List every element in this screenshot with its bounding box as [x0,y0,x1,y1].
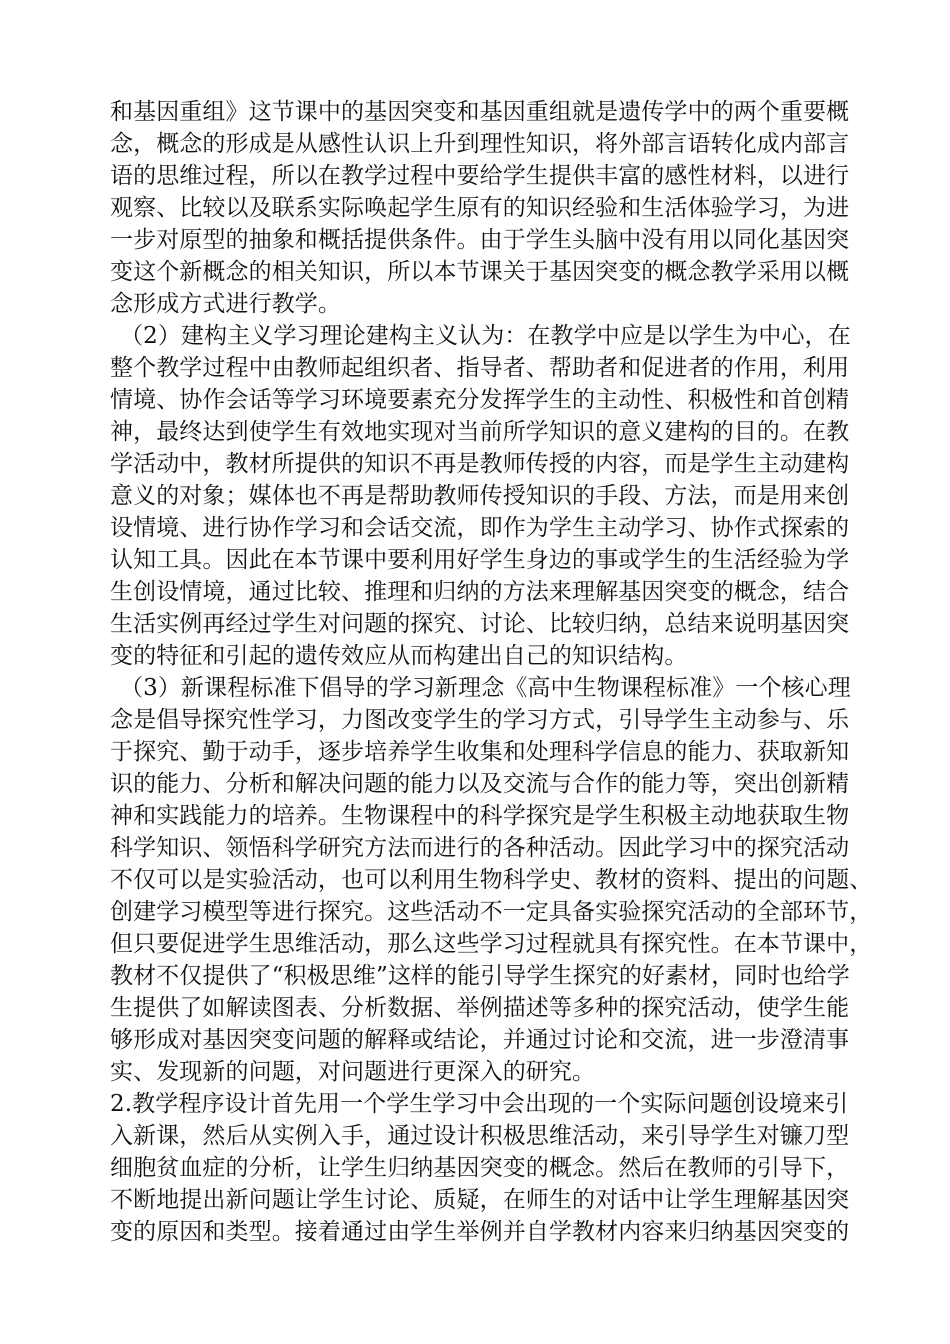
text-line: 教材不仅提供了“积极思维”这样的能引导学生探究的好素材，同时也给学 [110,963,850,989]
text-line: 入新课，然后从实例入手，通过设计积极思维活动，来引导学生对镰刀型 [110,1123,850,1149]
text-line: 念，概念的形成是从感性认识上升到理性知识，将外部言语转化成内部言 [110,131,850,157]
text-line: 变的特征和引起的遗传效应从而构建出自己的知识结构。 [110,643,688,669]
paragraph-heading-line: （2）建构主义学习理论建构主义认为：在教学中应是以学生为中心，在 [120,323,851,349]
text-line: 生创设情境，通过比较、推理和归纳的方法来理解基因突变的概念，结合 [110,579,850,605]
text-line: 设情境、进行协作学习和会话交流，即作为学生主动学习、协作式探索的 [110,515,850,541]
text-line: 识的能力、分析和解决问题的能力以及交流与合作的能力等，突出创新精 [110,771,850,797]
text-line: 神和实践能力的培养。生物课程中的科学探究是学生积极主动地获取生物 [110,803,850,829]
text-line: 语的思维过程，所以在教学过程中要给学生提供丰富的感性材料，以进行 [110,163,850,189]
text-line: 创建学习模型等进行探究。这些活动不一定具备实验探究活动的全部环节， [110,899,873,925]
text-line: 意义的对象；媒体也不再是帮助教师传授知识的手段、方法，而是用来创 [110,483,850,509]
text-line: 不断地提出新问题让学生讨论、质疑，在师生的对话中让学生理解基因突 [110,1187,850,1213]
text-line: 认知工具。因此在本节课中要利用好学生身边的事或学生的生活经验为学 [110,547,850,573]
text-line: 情境、协作会话等学习环境要素充分发挥学生的主动性、积极性和首创精 [110,387,850,413]
text-line: 和基因重组》这节课中的基因突变和基因重组就是遗传学中的两个重要概 [110,99,850,125]
text-line: 神，最终达到使学生有效地实现对当前所学知识的意义建构的目的。在教 [110,419,850,445]
paragraph-heading-line: （3）新课程标准下倡导的学习新理念《高中生物课程标准》一个核心理 [120,675,851,701]
text-line: 生提供了如解读图表、分析数据、举例描述等多种的探究活动，使学生能 [110,995,850,1021]
text-line: 变这个新概念的相关知识，所以本节课关于基因突变的概念教学采用以概 [110,259,850,285]
text-line: 念是倡导探究性学习，力图改变学生的学习方式，引导学生主动参与、乐 [110,707,850,733]
text-line: 细胞贫血症的分析，让学生归纳基因突变的概念。然后在教师的引导下， [110,1155,850,1181]
text-line: 观察、比较以及联系实际唤起学生原有的知识经验和生活体验学习，为进 [110,195,850,221]
document-page [110,96,873,1336]
text-line: 学活动中，教材所提供的知识不再是教师传授的内容，而是学生主动建构 [110,451,850,477]
text-line: 实、发现新的问题，对问题进行更深入的研究。 [110,1059,596,1085]
text-line: 够形成对基因突变问题的解释或结论，并通过讨论和交流，进一步澄清事 [110,1027,850,1053]
text-line: 生活实例再经过学生对问题的探究、讨论、比较归纳，总结来说明基因突 [110,611,850,637]
text-line: 科学知识、领悟科学研究方法而进行的各种活动。因此学习中的探究活动 [110,835,850,861]
text-line: 不仅可以是实验活动，也可以利用生物科学史、教材的资料、提出的问题、 [110,867,873,893]
text-line: 但只要促进学生思维活动，那么这些学习过程就具有探究性。在本节课中， [110,931,873,957]
text-line: 念形成方式进行教学。 [110,291,341,317]
text-line: 变的原因和类型。接着通过由学生举例并自学教材内容来归纳基因突变的 [110,1219,850,1245]
text-line: 整个教学过程中由教师起组织者、指导者、帮助者和促进者的作用，利用 [110,355,850,381]
section-heading-line: 2.教学程序设计首先用一个学生学习中会出现的一个实际问题创设境来引 [110,1091,849,1117]
text-line: 一步对原型的抽象和概括提供条件。由于学生头脑中没有用以同化基因突 [110,227,850,253]
text-line: 于探究、勤于动手，逐步培养学生收集和处理科学信息的能力、获取新知 [110,739,850,765]
